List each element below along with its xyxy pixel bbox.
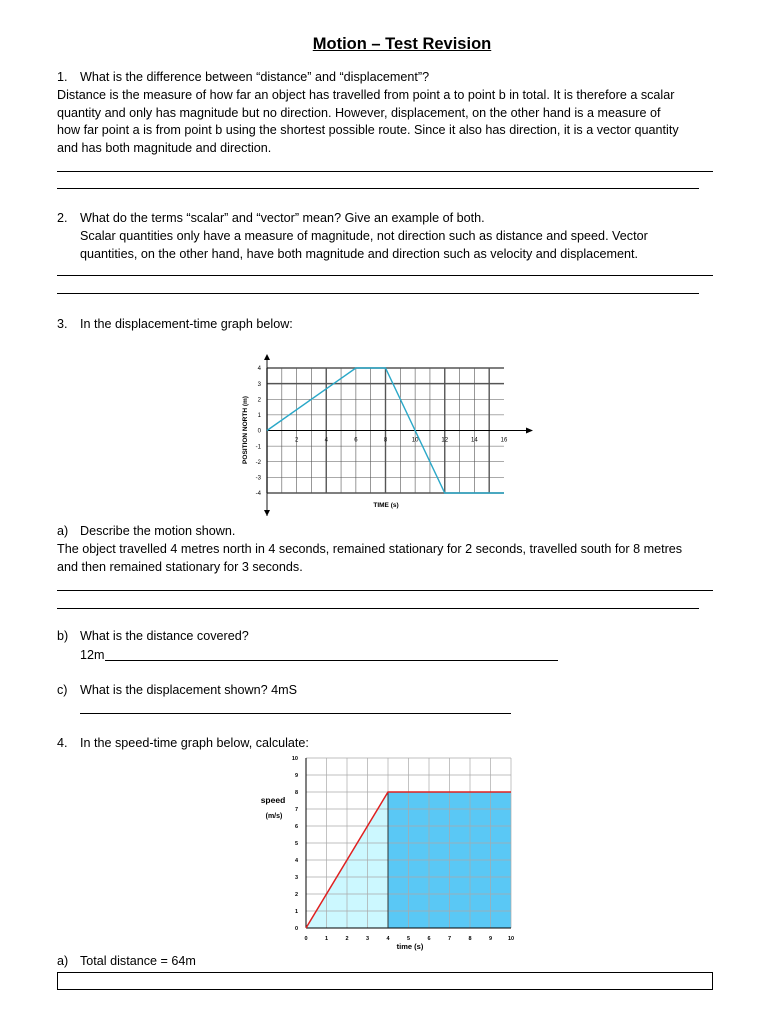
y-tick-label: 0 [257, 428, 261, 435]
speed-time-graph [252, 750, 524, 956]
y-tick-label: 8 [294, 790, 298, 796]
y-tick-label: 6 [294, 824, 298, 830]
y-axis-arrow [264, 354, 270, 360]
x-tick-label: 14 [471, 437, 478, 444]
y-tick-label: 1 [294, 909, 298, 915]
y-tick-label: 3 [294, 875, 298, 881]
question-number: 2. [57, 211, 68, 225]
question-text: In the displacement-time graph below: [80, 317, 293, 331]
question-number: 3. [57, 317, 68, 331]
answer-4a: Total distance = 64m [80, 954, 196, 968]
y-tick-label: -4 [255, 491, 261, 498]
x-axis-label: TIME (s) [373, 502, 399, 509]
y-axis-label: speed [260, 795, 286, 805]
question-2 [57, 210, 485, 228]
question-text: What is the difference between “distance” and “displacement”? [80, 70, 430, 84]
x-tick-label: 8 [383, 437, 388, 444]
answer-1-line-3: how far point a is from point b using the shortest possible route. Since it also has direction, it is a vector quantity [57, 123, 679, 137]
x-tick-label: 5 [406, 936, 411, 942]
page-title: Motion – Test Revision [312, 35, 492, 53]
x-tick-label: 2 [345, 936, 349, 942]
answer-2-line-2: quantities, on the other hand, have both magnitude and direction such as velocity and displacement. [80, 246, 638, 261]
answer-1-line-1: Distance is the measure of how far an object has travelled from point a to point b in total. It is therefore a scalar [57, 88, 675, 102]
x-tick-label: 2 [294, 437, 299, 444]
answer-3a-line-2: and then remained stationary for 3 seconds. [57, 559, 303, 574]
chart-grid [264, 354, 533, 516]
y-axis-unit: (m/s) [265, 813, 283, 820]
question-3b [57, 628, 249, 646]
x-tick-label: 16 [500, 437, 508, 444]
answer-line [57, 171, 713, 172]
x-tick-label: 7 [447, 936, 452, 942]
y-tick-label: 10 [291, 756, 298, 762]
sub-label: a) [57, 524, 69, 538]
x-tick-label: 1 [324, 936, 329, 942]
answer-line [57, 188, 699, 189]
y-tick-label: 4 [257, 366, 261, 373]
answer-3b: 12m [80, 648, 105, 662]
answer-box[interactable] [57, 972, 713, 990]
x-tick-label: 4 [386, 936, 390, 942]
question-text: In the speed-time graph below, calculate: [80, 736, 309, 750]
question-3 [57, 316, 293, 334]
answer-line [57, 608, 699, 609]
sub-label: c) [57, 683, 68, 697]
answer-line [105, 660, 558, 661]
x-tick-label: 8 [468, 936, 472, 942]
question-number: 1. [57, 70, 68, 84]
y-tick-label: 1 [257, 413, 261, 420]
y-tick-label: 7 [294, 807, 298, 813]
x-tick-label: 6 [427, 936, 431, 942]
question-text: What do the terms “scalar” and “vector” mean? Give an example of both. [80, 211, 485, 225]
answer-line [57, 275, 713, 276]
answer-2-line-1: Scalar quantities only have a measure of magnitude, not direction such as distance and speed. Vector [80, 229, 648, 243]
y-tick-label: -2 [255, 459, 261, 466]
question-text: What is the displacement shown? 4mS [80, 683, 297, 697]
y-tick-label: 0 [294, 926, 298, 932]
x-tick-label: 0 [304, 936, 308, 942]
y-axis-label: POSITION NORTH (m) [242, 396, 249, 464]
sub-label: b) [57, 629, 69, 643]
y-tick-label: 9 [294, 773, 298, 779]
y-tick-label: 5 [294, 841, 298, 847]
answer-1-line-2: quantity and only has magnitude but no direction. However, displacement, on the other hand is a measure of [57, 105, 661, 120]
question-3c [57, 682, 297, 700]
y-tick-label: -3 [255, 475, 261, 482]
x-tick-label: 9 [488, 936, 493, 942]
x-tick-label: 12 [441, 437, 449, 444]
answer-line [57, 590, 713, 591]
y-tick-label: 4 [294, 858, 298, 864]
question-3a [57, 523, 235, 541]
question-text: What is the distance covered? [80, 629, 249, 643]
y-tick-label: 2 [257, 397, 261, 404]
y-tick-label: -1 [255, 444, 261, 451]
sub-label: a) [57, 954, 69, 968]
question-number: 4. [57, 736, 68, 750]
x-tick-label: 10 [411, 437, 419, 444]
y-tick-label: 2 [294, 892, 298, 898]
answer-1-line-4: and has both magnitude and direction. [57, 140, 272, 155]
answer-3a-line-1: The object travelled 4 metres north in 4 seconds, remained stationary for 2 seconds, travelled south for 8 metres [57, 542, 683, 556]
answer-line [80, 713, 511, 714]
x-tick-label: 6 [354, 437, 358, 444]
x-axis-label: time (s) [396, 942, 424, 951]
question-text: Describe the motion shown. [80, 524, 236, 538]
question-1 [57, 69, 429, 87]
question-4a [57, 953, 196, 971]
x-axis-arrow [526, 428, 533, 434]
answer-line [57, 293, 699, 294]
x-tick-label: 3 [365, 936, 370, 942]
y-tick-label: 3 [257, 381, 261, 388]
x-tick-label: 10 [507, 936, 515, 942]
y-axis-arrow [264, 510, 270, 516]
x-tick-label: 4 [324, 437, 328, 444]
displacement-time-graph [236, 350, 541, 518]
